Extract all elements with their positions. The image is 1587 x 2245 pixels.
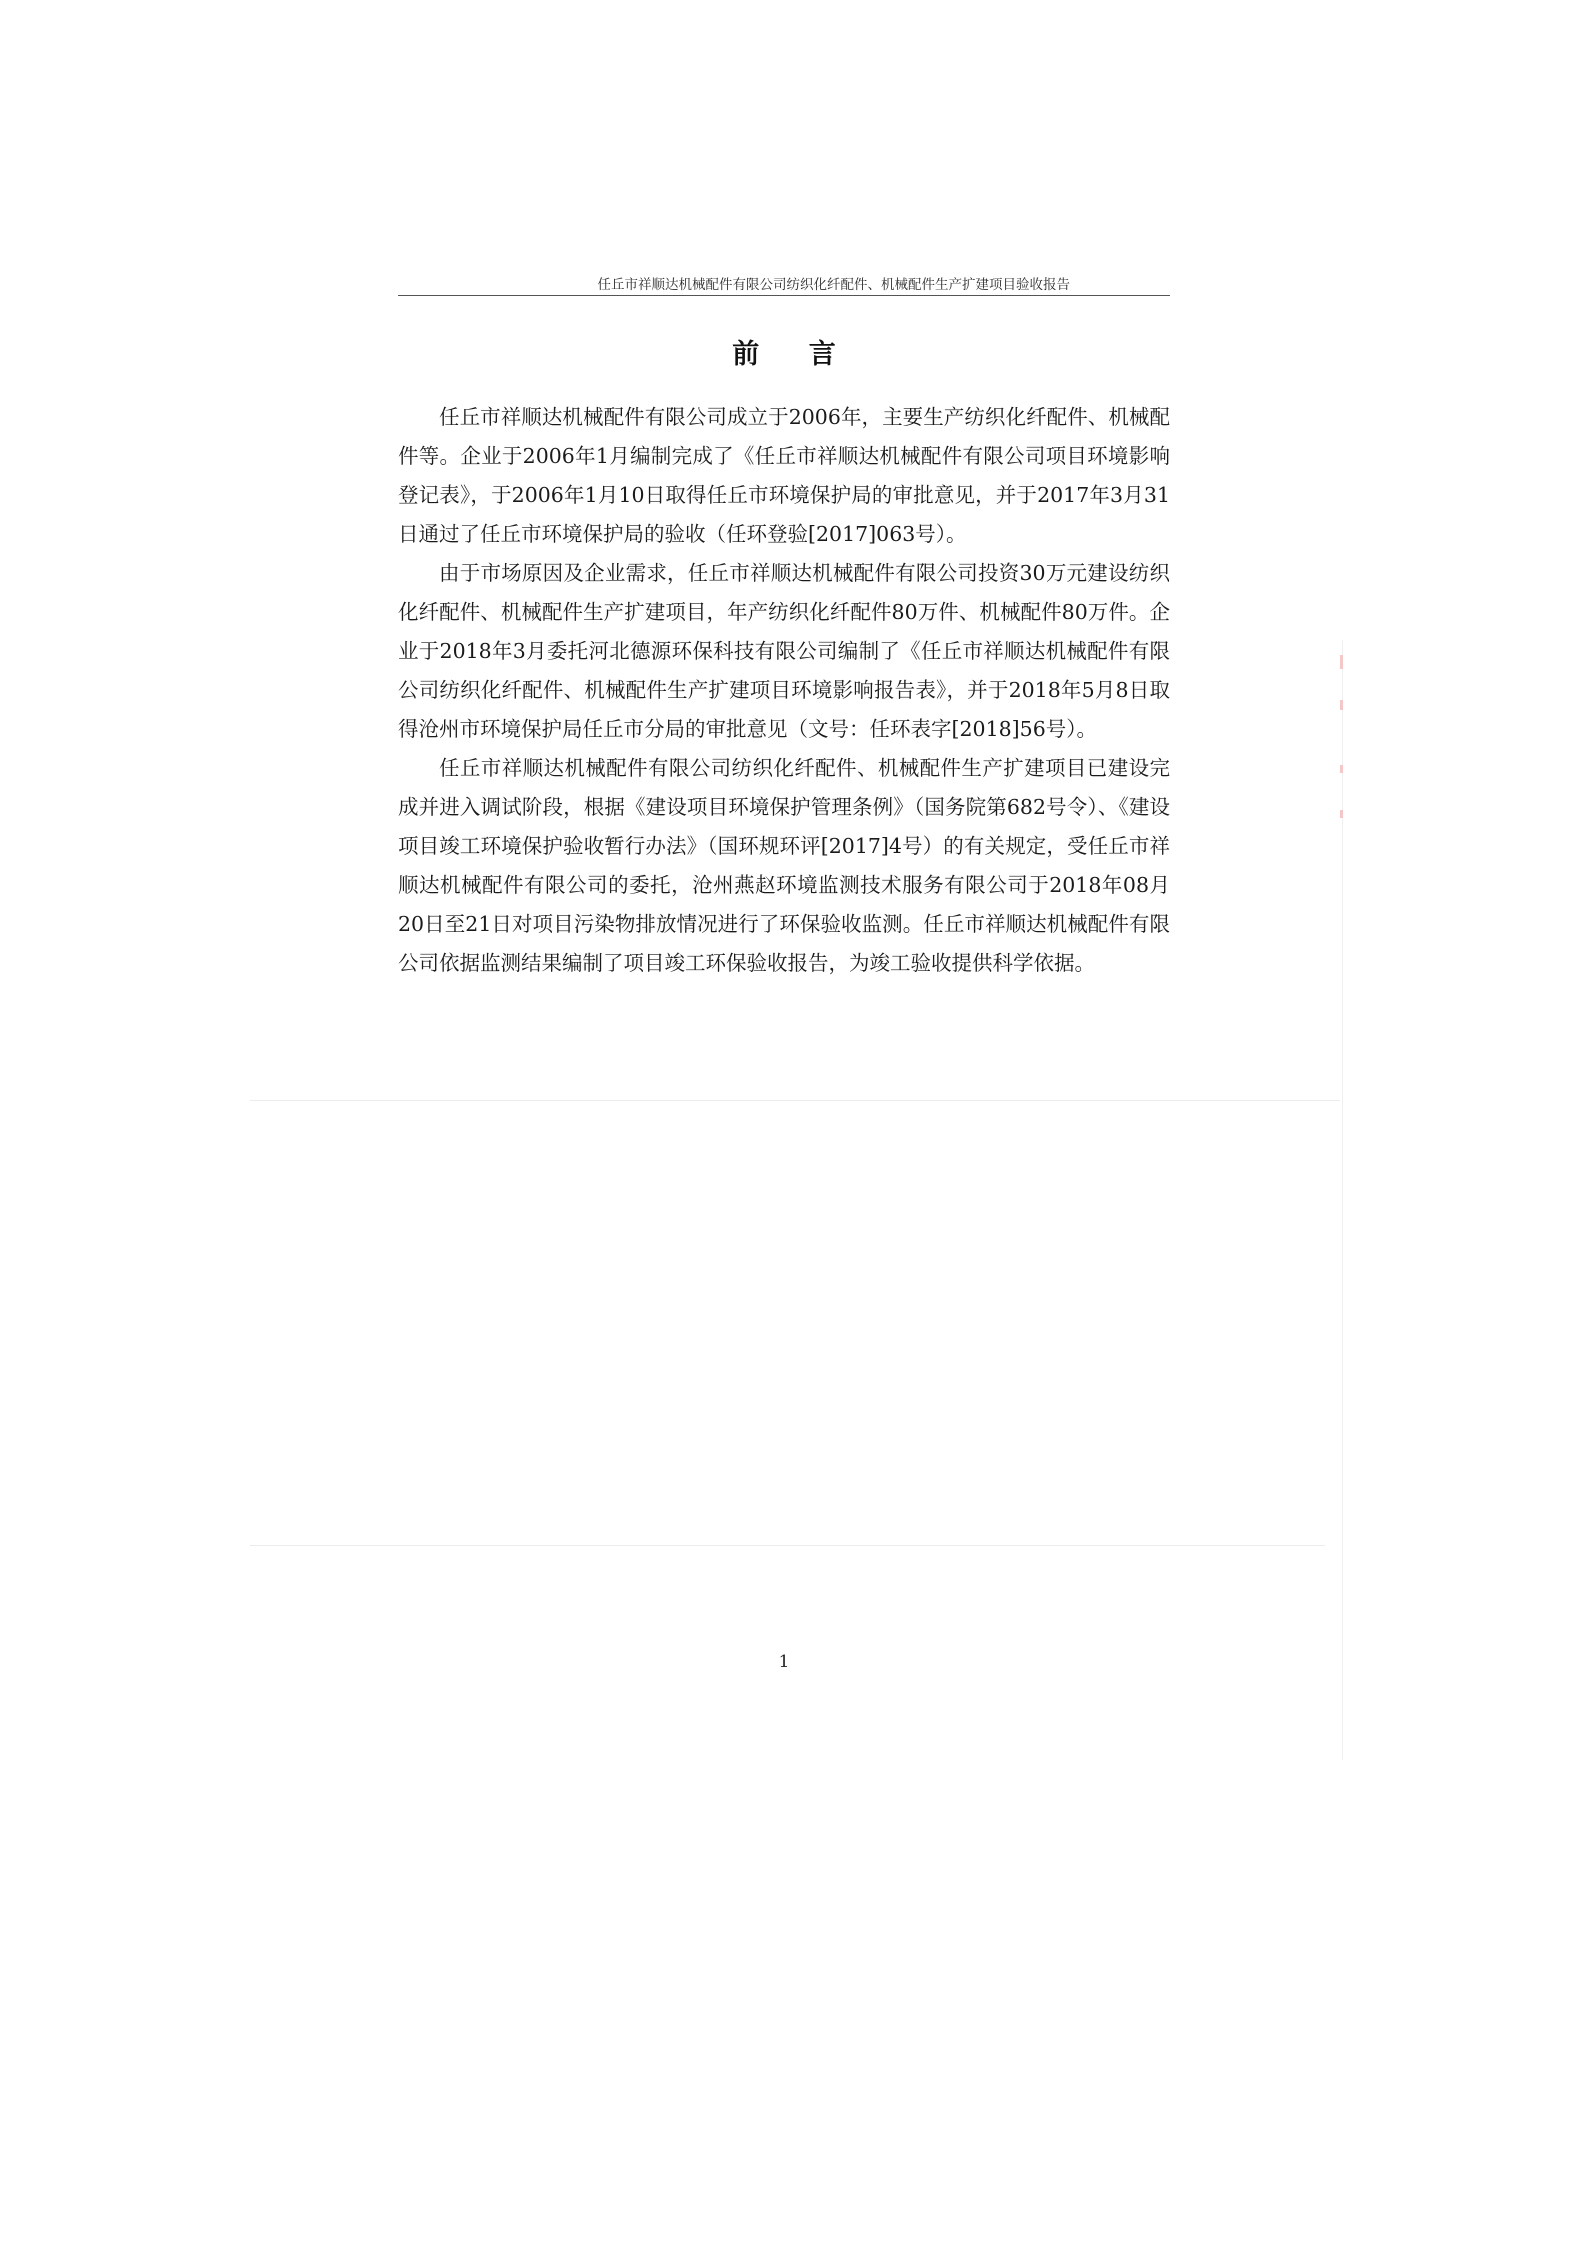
scan-artifact-mark [1340, 700, 1343, 710]
running-header [398, 276, 1170, 296]
page-title: 前 言 [732, 339, 856, 370]
paragraph: 任丘市祥顺达机械配件有限公司纺织化纤配件、机械配件生产扩建项目已建设完成并进入调试阶段，根据《建设项目环境保护管理条例》（国务院第682号令）、《建设项目竣工环境保护验收暂行办法》（国环规环评[2017]4号）的有关规定，受任丘市祥顺达机械配件有限公司的委托，沧州燕赵环境监测技术服务有限公司于2018年08月20日至21日对项目污染物排放情况进行了环保验收监测。任丘市祥顺达机械配件有限公司依据监测结果编制了项目竣工环保验收报告，为竣工验收提供科学依据。 [398, 756, 1170, 975]
scan-artifact-mark [1340, 765, 1343, 773]
running-header-text: 任丘市祥顺达机械配件有限公司纺织化纤配件、机械配件生产扩建项目验收报告 [597, 277, 1070, 293]
scan-artifact-edge [1342, 640, 1343, 1760]
scan-artifact-mark [1340, 810, 1343, 818]
scan-artifact-line [250, 1100, 1340, 1101]
paragraph: 由于市场原因及企业需求，任丘市祥顺达机械配件有限公司投资30万元建设纺织化纤配件、机械配件生产扩建项目，年产纺织化纤配件80万件、机械配件80万件。企业于2018年3月委托河北德源环保科技有限公司编制了《任丘市祥顺达机械配件有限公司纺织化纤配件、机械配件生产扩建项目环境影响报告表》，并于2018年5月8日取得沧州市环境保护局任丘市分局的审批意见（文号：任环表字[2018]56号）。 [398, 561, 1170, 741]
paragraph: 任丘市祥顺达机械配件有限公司成立于2006年，主要生产纺织化纤配件、机械配件等。企业于2006年1月编制完成了《任丘市祥顺达机械配件有限公司项目环境影响登记表》，于2006年1月10日取得任丘市环境保护局的审批意见，并于2017年3月31日通过了任丘市环境保护局的验收（任环登验[2017]063号）。 [398, 405, 1170, 546]
body-text [398, 398, 1170, 983]
page-number: 1 [778, 1652, 790, 1672]
scan-artifact-mark [1340, 655, 1343, 669]
scan-artifact-line [250, 1545, 1325, 1546]
